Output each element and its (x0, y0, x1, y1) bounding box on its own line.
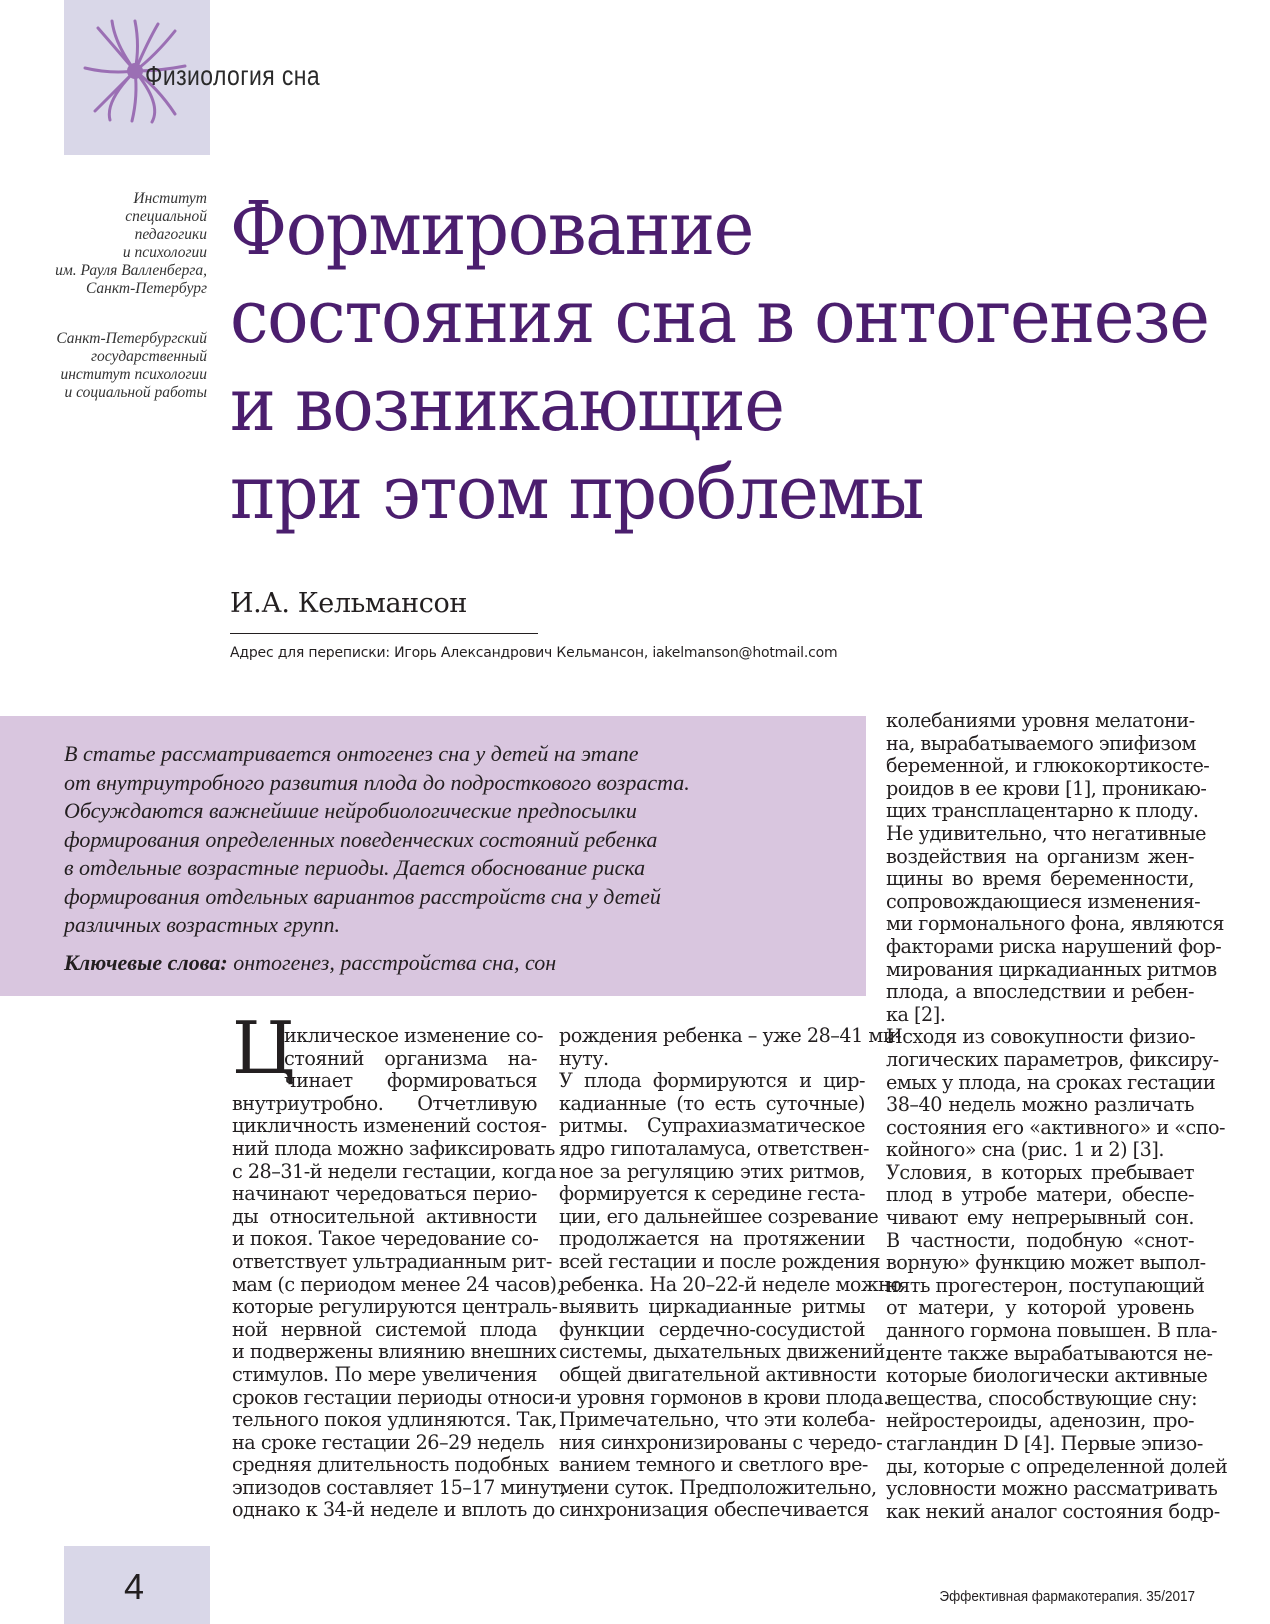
body-line: тельного покоя удлиняются. Так, (232, 1408, 557, 1432)
body-line: системы, дыхательных движений, (559, 1340, 891, 1364)
body-line: состояния его «активного» и «спо- (886, 1115, 1226, 1139)
body-line: однако к 34-й неделе и вплоть до (232, 1498, 555, 1522)
body-line: беременной, и глюкокортикосте- (886, 754, 1210, 778)
body-line: ка [2]. (886, 1002, 946, 1026)
body-line: ной нервной системой плода (232, 1317, 537, 1341)
correspondence-address: Адрес для переписки: Игорь Александрович Кельмансон, iakelmanson@hotmail.com (230, 645, 838, 661)
body-line: продолжается на протяжении (559, 1227, 865, 1251)
abstract-line: различных возрастных групп. (64, 912, 341, 937)
body-line: щины во время беременности, (886, 867, 1194, 891)
body-line: колебаниями уровня мелатони- (886, 709, 1195, 732)
affiliation-line: Институт (133, 190, 207, 207)
body-line: стимулов. По мере увеличения (232, 1362, 537, 1386)
title-line: Формирование (230, 186, 754, 272)
body-line: и уровня гормонов в крови плода. (559, 1385, 889, 1409)
body-line: чивают ему непрерывный сон. (886, 1206, 1194, 1230)
body-line: ды относительной активности (232, 1204, 537, 1228)
keywords-label: Ключевые слова: (64, 950, 228, 975)
body-line: центе также вырабатываются не- (886, 1341, 1213, 1365)
abstract-line: в отдельные возрастные периоды. Дается обоснование риска (64, 855, 646, 880)
body-line: как некий аналог состояния бодр- (886, 1499, 1220, 1523)
body-line: 38–40 недель можно различать (886, 1093, 1194, 1117)
body-line: Не удивительно, что негативные (886, 821, 1207, 845)
abstract-line: формирования определенных поведенческих состояний ребенка (64, 826, 658, 852)
body-line: ное за регуляцию этих ритмов, (559, 1159, 865, 1183)
body-line: выявить циркадианные ритмы (559, 1295, 865, 1319)
title-line: при этом проблемы (230, 450, 923, 536)
body-line: ции, его дальнейшее созревание (559, 1204, 879, 1228)
body-line: функции сердечно-сосудистой (559, 1317, 865, 1341)
body-line: на, вырабатываемого эпифизом (886, 731, 1196, 755)
body-line: начинают чередоваться перио- (232, 1182, 537, 1206)
affiliation-line: специальной (125, 208, 207, 225)
body-line: ми гормонального фона, являются (886, 912, 1224, 936)
abstract-text (64, 740, 844, 940)
section-title: Физиология сна (145, 60, 321, 91)
body-line: нять прогестерон, поступающий (886, 1273, 1205, 1297)
body-line: логических параметров, фиксиру- (886, 1047, 1219, 1071)
body-line: общей двигательной активности (559, 1362, 877, 1386)
body-line: и подвержены влиянию внешних (232, 1340, 557, 1364)
page-number: 4 (124, 1566, 145, 1607)
body-line: У плода формируются и цир- (559, 1069, 865, 1093)
body-line: В частности, подобную «снот- (886, 1228, 1194, 1252)
author-name: И.А. Кельмансон (230, 588, 467, 619)
body-line: сроков гестации периоды относи- (232, 1385, 561, 1409)
journal-footer: Эффективная фармакотерапия. 35/2017 (939, 1588, 1195, 1605)
affiliation-line: Санкт-Петербургский (56, 330, 207, 347)
body-line: мам (с периодом менее 24 часов), (232, 1272, 563, 1296)
body-line: ды, которые с определенной долей (886, 1454, 1228, 1478)
drop-cap: Ц (232, 1006, 295, 1090)
abstract-line: В статье рассматривается онтогенез сна у детей на этапе (64, 741, 639, 766)
body-line: иклическое изменение со- (284, 1024, 544, 1047)
body-line: сопровождающиеся изменения- (886, 889, 1201, 913)
body-line: ния синхронизированы с чередо- (559, 1430, 883, 1454)
body-line: эпизодов составляет 15–17 минут, (232, 1475, 566, 1499)
body-line: емых у плода, на сроках гестации (886, 1070, 1216, 1094)
body-line: мирования циркадианных ритмов (886, 957, 1217, 981)
body-line: нуту. (559, 1046, 609, 1070)
body-line: нейростероиды, аденозин, про- (886, 1409, 1194, 1433)
body-line: Примечательно, что эти колеба- (559, 1408, 876, 1432)
affiliation-line: и социальной работы (64, 384, 207, 401)
body-line: внутриутробно. Отчетливую (232, 1091, 537, 1115)
title-line: и возникающие (230, 362, 784, 448)
body-line: ребенка. На 20–22-й неделе можно (559, 1272, 902, 1296)
affiliation-line: Санкт-Петербург (85, 280, 207, 297)
body-line: синхронизация обеспечивается (559, 1498, 869, 1522)
body-line: ворную» функцию может выпол- (886, 1251, 1206, 1275)
keywords-list: онтогенез, расстройства сна, сон (227, 950, 557, 975)
keywords (64, 950, 556, 976)
body-line: кадианные (то есть суточные) (559, 1091, 865, 1115)
body-line: и покоя. Такое чередование со- (232, 1227, 539, 1251)
abstract-line: от внутриутробного развития плода до подросткового возраста. (64, 769, 690, 795)
body-line: воздействия на организм жен- (886, 844, 1194, 868)
abstract-line: формирования отдельных вариантов расстройств сна у детей (64, 883, 661, 909)
body-column-3 (886, 709, 1228, 1523)
body-line: которые регулируются централь- (232, 1295, 558, 1319)
body-line: Условия, в которых пребывает (886, 1160, 1194, 1184)
affiliation-line: государственный (90, 348, 207, 365)
body-line: ний плода можно зафиксировать (232, 1136, 555, 1160)
body-line: с 28–31-й недели гестации, когда (232, 1159, 557, 1183)
body-line: ядро гипоталамуса, ответствен- (559, 1136, 870, 1160)
body-line: ритмы. Супрахиазматическое (559, 1114, 865, 1138)
body-line: которые биологически активные (886, 1364, 1208, 1388)
title-line: состояния сна в онтогенезе (230, 274, 1209, 360)
body-line: плод в утробе матери, обеспе- (886, 1183, 1194, 1207)
body-line: формируется к середине геста- (559, 1182, 865, 1206)
article-title (230, 185, 1240, 537)
body-line: факторами риска нарушений фор- (886, 934, 1222, 958)
body-line: стагландин D [4]. Первые эпизо- (886, 1432, 1203, 1455)
affiliation-line: и психологии (122, 244, 207, 261)
body-line: цикличность изменений состоя- (232, 1114, 547, 1138)
affiliation-line: институт психологии (60, 366, 207, 383)
affiliation-1 (55, 190, 207, 298)
body-line: рождения ребенка – уже 28–41 ми- (559, 1024, 902, 1047)
body-line: средняя длительность подобных (232, 1453, 549, 1477)
body-line: от матери, у которой уровень (886, 1296, 1194, 1320)
affiliation-line: им. Рауля Валленберга, (55, 262, 207, 279)
body-line: стояний организма на- (284, 1046, 537, 1070)
body-line: мени суток. Предположительно, (559, 1475, 877, 1499)
body-line: роидов в ее крови [1], проникаю- (886, 776, 1207, 800)
body-column-2 (559, 1024, 902, 1522)
body-line: условности можно рассматривать (886, 1477, 1218, 1501)
body-line: ванием темного и светлого вре- (559, 1453, 868, 1477)
body-line: чинает формироваться (284, 1069, 537, 1093)
body-line: на сроке гестации 26–29 недель (232, 1430, 545, 1454)
body-line: плода, а впоследствии и ребен- (886, 980, 1194, 1004)
body-line: Исходя из совокупности физио- (886, 1025, 1196, 1049)
body-line: данного гормона повышен. В пла- (886, 1319, 1217, 1343)
body-line: койного» сна (рис. 1 и 2) [3]. (886, 1138, 1164, 1162)
body-column-1 (232, 1024, 566, 1522)
body-line: вещества, способствующие сну: (886, 1386, 1198, 1410)
author-divider (230, 633, 538, 634)
body-line: всей гестации и после рождения (559, 1249, 880, 1273)
body-line: щих трансплацентарно к плоду. (886, 799, 1199, 823)
body-line: ответствует ультрадианным рит- (232, 1249, 552, 1273)
affiliation-2 (56, 330, 207, 402)
abstract-line: Обсуждаются важнейшие нейробиологические предпосылки (64, 798, 637, 823)
affiliation-line: педагогики (134, 226, 207, 243)
